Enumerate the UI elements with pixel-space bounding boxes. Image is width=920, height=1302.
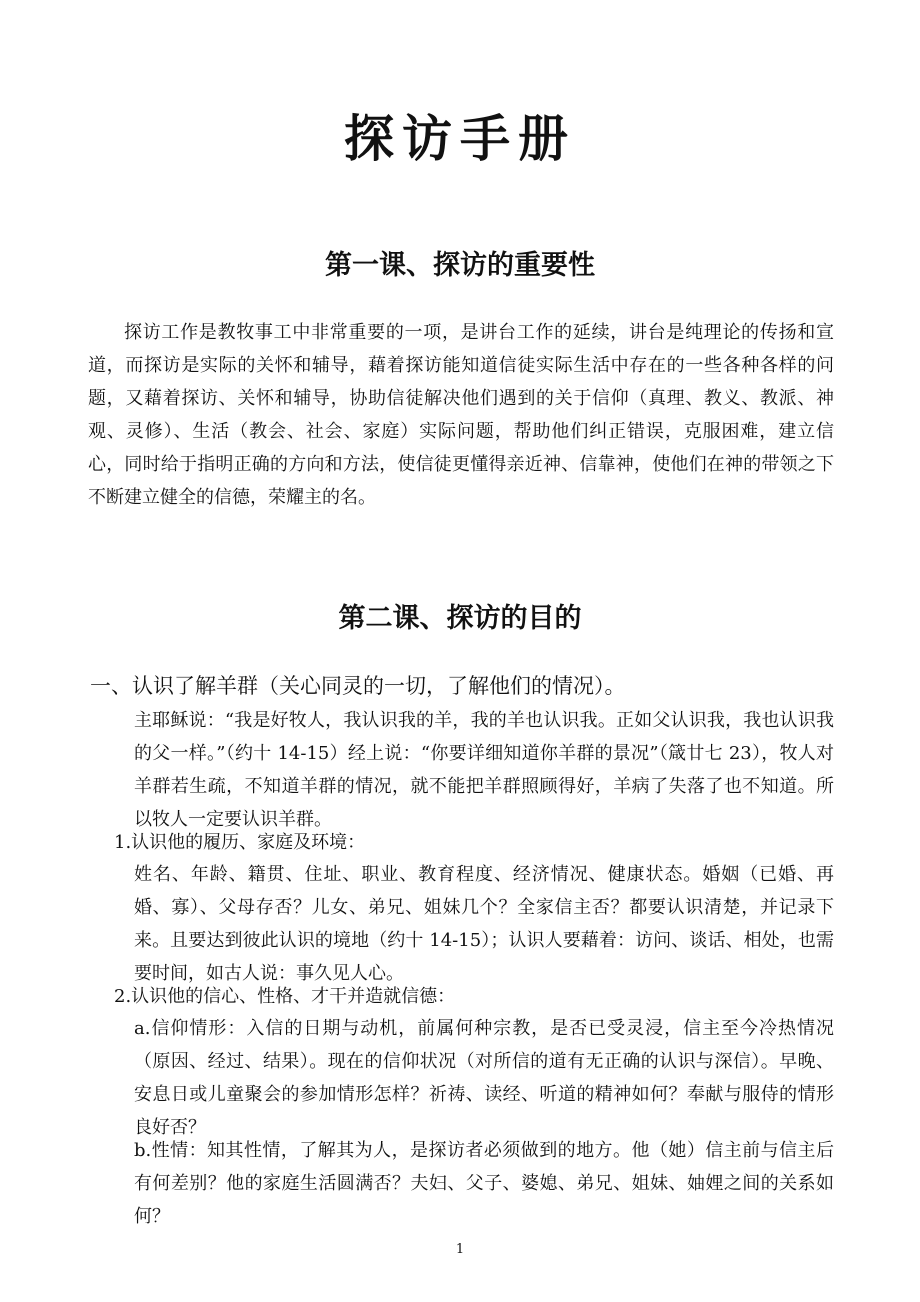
item2a-text: a.信仰情形：入信的日期与动机，前属何种宗教，是否已受灵浸，信主至今冷热情况（原因、经过、结果）。现在的信仰状况（对所信的道有无正确的认识与深信）。早晚、安息日或儿童聚会的参加情形怎样？祈祷、读经、听道的精神如何？奉献与服侍的情形良好否？ xyxy=(134,1018,834,1138)
lesson1-heading: 第一课、探访的重要性 xyxy=(325,250,595,281)
point1-heading: 一、认识了解羊群（关心同灵的一切，了解他们的情况）。 xyxy=(90,674,626,698)
lesson2-heading: 第二课、探访的目的 xyxy=(338,603,582,634)
point1-paragraph: 主耶稣说：“我是好牧人，我认识我的羊，我的羊也认识我。正如父认识我，我也认识我的父一样。”（约十 14-15）经上说：“你要详细知道你羊群的景况”（箴廿七 23），牧人对羊群若生疏，不知道羊群的情况，就不能把羊群照顾得好，羊病了失落了也不知道。所以牧人一定要认识羊群。 xyxy=(134,710,834,830)
page-number: 1 xyxy=(455,1242,465,1257)
item1-label: 1.认识他的履历、家庭及环境： xyxy=(114,832,366,853)
item1-text: 姓名、年龄、籍贯、住址、职业、教育程度、经济情况、健康状态。婚姻（已婚、再婚、寡）、父母存否？儿女、弟兄、姐妹几个？全家信主否？都要认识清楚，并记录下来。且要达到彼此认识的境地（约十 14-15）；认识人要藉着：访问、谈话、相处，也需要时间，如古人说：事久见人心。 xyxy=(134,864,834,984)
item2b-text: b.性情：知其性情，了解其为人，是探访者必须做到的地方。他（她）信主前与信主后有何差别？他的家庭生活圆满否？夫妇、父子、婆媳、弟兄、姐妹、妯娌之间的关系如何？ xyxy=(134,1140,834,1227)
document-title: 探访手册 xyxy=(344,109,576,168)
item2-label: 2.认识他的信心、性格、才干并造就信德： xyxy=(114,986,456,1007)
lesson1-paragraph: 探访工作是教牧事工中非常重要的一项，是讲台工作的延续，讲台是纯理论的传扬和宣道，而探访是实际的关怀和辅导，藉着探访能知道信徒实际生活中存在的一些各种各样的问题，又藉着探访、关怀和辅导，协助信徒解决他们遇到的关于信仰（真理、教义、教派、神观、灵修）、生活（教会、社会、家庭）实际问题，帮助他们纠正错误，克服困难，建立信心，同时给于指明正确的方向和方法，使信徒更懂得亲近神、信靠神，使他们在神的带领之下不断建立健全的信德，荣耀主的名。 xyxy=(88,322,834,508)
